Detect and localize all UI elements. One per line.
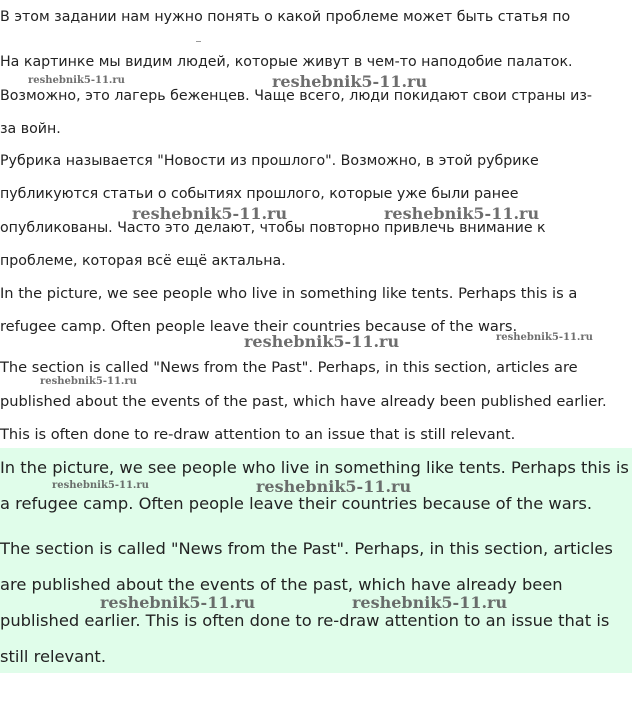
ru-p1-line-2: Возможно, это лагерь беженцев. Чаще всего, люди покидают свои страны из-	[0, 88, 592, 104]
highlight-line-6: still relevant.	[0, 647, 106, 666]
watermark: reshebnik5-11.ru	[244, 332, 400, 351]
watermark: reshebnik5-11.ru	[28, 75, 125, 86]
hidden-text-fragment	[196, 41, 201, 42]
ru-p1-line-1: На картинке мы видим людей, которые живут в чем-то наподобие палаток.	[0, 54, 573, 70]
highlight-line-5: published earlier. This is often done to re-draw attention to an issue that is	[0, 611, 610, 630]
watermark: reshebnik5-11.ru	[132, 204, 288, 223]
en-p1-line-1: In the picture, we see people who live in something like tents. Perhaps this is a	[0, 285, 578, 302]
watermark: reshebnik5-11.ru	[256, 477, 412, 496]
highlight-line-4: are published about the events of the past, which have already been	[0, 575, 563, 594]
ru-p2-line-3: опубликованы. Часто это делают, чтобы повторно привлечь внимание к	[0, 220, 546, 236]
watermark: reshebnik5-11.ru	[384, 204, 540, 223]
ru-p1-line-3: за войн.	[0, 121, 61, 137]
en-p1-line-2: refugee camp. Often people leave their countries because of the wars.	[0, 318, 518, 335]
watermark: reshebnik5-11.ru	[272, 72, 428, 91]
en-p2-line-2: published about the events of the past, which have already been published earlier.	[0, 393, 607, 410]
watermark: reshebnik5-11.ru	[40, 376, 137, 387]
ru-intro-line: В этом задании нам нужно понять о какой проблеме может быть статья по	[0, 9, 571, 25]
en-p2-line-1: The section is called "News from the Past". Perhaps, in this section, articles are	[0, 359, 578, 376]
watermark: reshebnik5-11.ru	[100, 593, 256, 612]
watermark: reshebnik5-11.ru	[496, 332, 593, 343]
en-p2-line-3: This is often done to re-draw attention to an issue that is still relevant.	[0, 426, 516, 443]
highlight-line-1: In the picture, we see people who live in something like tents. Perhaps this is	[0, 458, 629, 477]
ru-p2-line-4: проблеме, которая всё ещё актальна.	[0, 253, 286, 269]
highlight-line-2: a refugee camp. Often people leave their countries because of the wars.	[0, 494, 593, 513]
watermark: reshebnik5-11.ru	[52, 480, 149, 491]
watermark: reshebnik5-11.ru	[352, 593, 508, 612]
highlight-line-3: The section is called "News from the Past". Perhaps, in this section, articles	[0, 539, 613, 558]
ru-p2-line-2: публикуются статьи о событиях прошлого, которые уже были ранее	[0, 186, 519, 202]
ru-p2-line-1: Рубрика называется "Новости из прошлого". Возможно, в этой рубрике	[0, 153, 539, 169]
